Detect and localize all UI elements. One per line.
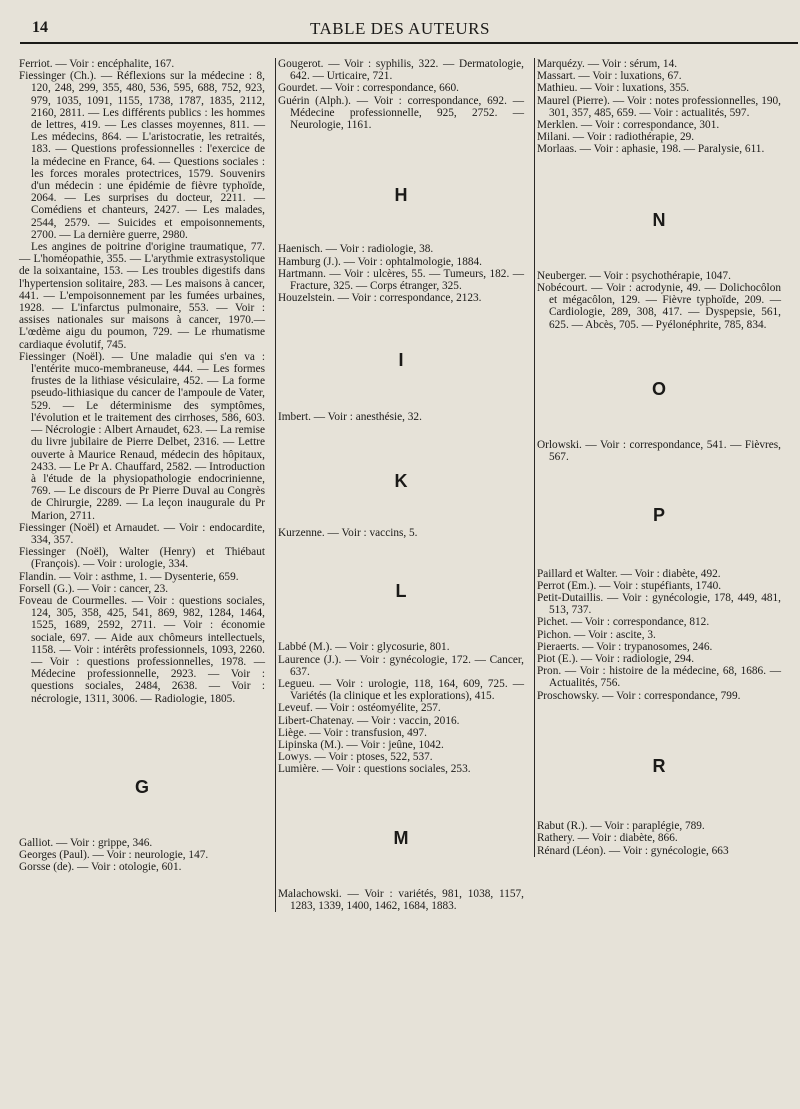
index-entry: Flandin. — Voir : asthme, 1. — Dysenterie, 659.	[19, 570, 239, 583]
index-entry: Lowys. — Voir : ptoses, 522, 537.	[278, 751, 433, 764]
index-entry: Orlowski. — Voir : correspondance, 541. — Fièvres, 567.	[537, 439, 781, 464]
index-entry: Mathieu. — Voir : luxations, 355.	[537, 82, 690, 95]
index-entry: Gorsse (de). — Voir : otologie, 601.	[19, 861, 182, 874]
page-number: 14	[32, 19, 48, 36]
index-entry: Hamburg (J.). — Voir : ophtalmologie, 1884.	[278, 255, 482, 268]
index-entry-continued: Les angines de poitrine d'origine traumatique, 77. — L'homéopathie, 355. — L'arythmie extrasystolique de la soixantaine, 153. — Les troubles digestifs dans l'hypertension solitaire, 283. — Les maisons à cancer, 441. — L'empoisonnement par les fumées urbaines, 1928. — L'infarctus pulmonaire, 553. — Voir : assises nationales sur maisons à cancer, 1970.— L'œdème aigu du poumon, 729. — Le rhumatisme cardiaque évolutif, 745.	[19, 241, 265, 351]
index-entry: Massart. — Voir : luxations, 67.	[537, 70, 682, 83]
index-entry: Fiessinger (Noël), Walter (Henry) et Thiébaut (François). — Voir : urologie, 334.	[19, 546, 265, 571]
index-entry: Haenisch. — Voir : radiologie, 38.	[278, 243, 434, 256]
index-entry: Petit-Dutaillis. — Voir : gynécologie, 178, 449, 481, 513, 737.	[537, 592, 781, 617]
section-letter-m: M	[393, 827, 409, 848]
index-entry: Paillard et Walter. — Voir : diabète, 492.	[537, 567, 721, 580]
index-entry: Liège. — Voir : transfusion, 497.	[278, 726, 427, 739]
column-3	[534, 58, 781, 857]
index-entry: Kurzenne. — Voir : vaccins, 5.	[278, 527, 418, 540]
index-entry: Rabut (R.). — Voir : paraplégie, 789.	[537, 820, 705, 833]
index-entry: Proschowsky. — Voir : correspondance, 799.	[537, 689, 741, 702]
index-entry: Legueu. — Voir : urologie, 118, 164, 609, 725. — Variétés (la clinique et les explorations), 415.	[278, 678, 524, 703]
index-entry: Milani. — Voir : radiothérapie, 29.	[537, 131, 695, 144]
section-letter-g: G	[134, 776, 149, 797]
index-entry: Ferriot. — Voir : encéphalite, 167.	[19, 58, 175, 70]
index-entry: Labbé (M.). — Voir : glycosurie, 801.	[278, 641, 450, 654]
index-entry: Malachowski. — Voir : variétés, 981, 1038, 1157, 1283, 1339, 1400, 1462, 1684, 1883.	[278, 887, 524, 913]
index-entry: Piot (E.). — Voir : radiologie, 294.	[537, 653, 695, 666]
index-entry: Pichet. — Voir : correspondance, 812.	[537, 616, 710, 629]
index-entry: Hartmann. — Voir : ulcères, 55. — Tumeurs, 182. — Fracture, 325. — Corps étranger, 325.	[278, 267, 524, 293]
index-entry: Galliot. — Voir : grippe, 346.	[19, 836, 153, 849]
index-entry: Gourdet. — Voir : correspondance, 660.	[278, 82, 459, 95]
index-entry: Foveau de Courmelles. — Voir : questions sociales, 124, 305, 358, 425, 541, 869, 982, 1284, 1464, 1525, 1689, 2592, 2711. — Voir : économie sociale, 697. — Aide aux chômeurs intellectuels, 1158. — Voir : intérêts professionnels, 1093, 2260. — Voir : questions professionnelles, 1978. — Médecine professionnelle, 2923. — Voir : questions sociales, 2484, 2638. — Voir : nécrologie, 1311, 3006. — Radiologie, 1805.	[19, 594, 265, 705]
running-head: TABLE DES AUTEURS	[310, 19, 490, 38]
index-entry: Laurence (J.). — Voir : gynécologie, 172. — Cancer, 637.	[278, 653, 524, 678]
section-letter-r: R	[652, 755, 666, 776]
index-entry: Pichon. — Voir : ascite, 3.	[537, 628, 656, 641]
section-letter-h: H	[394, 185, 408, 206]
index-entry: Lipinska (M.). — Voir : jeûne, 1042.	[278, 739, 444, 752]
index-entry: Rénard (Léon). — Voir : gynécologie, 663	[537, 844, 729, 857]
index-entry: Guérin (Alph.). — Voir : correspondance, 692. — Médecine professionnelle, 925, 2752. — Neurologie, 1161.	[278, 94, 524, 132]
index-entry: Fiessinger (Noël) et Arnaudet. — Voir : endocardite, 334, 357.	[19, 521, 265, 546]
column-2	[275, 58, 524, 912]
index-entry: Gougerot. — Voir : syphilis, 322. — Dermatologie, 642. — Urticaire, 721.	[278, 58, 524, 83]
section-letter-k: K	[394, 470, 408, 491]
section-letter-l: L	[395, 581, 407, 602]
section-letter-n: N	[652, 209, 666, 230]
header-rule	[20, 42, 798, 44]
index-entry: Neuberger. — Voir : psychothérapie, 1047.	[537, 269, 731, 282]
section-letter-o: O	[651, 378, 666, 399]
index-entry: Marquézy. — Voir : sérum, 14.	[537, 58, 678, 70]
index-entry: Maurel (Pierre). — Voir : notes professionnelles, 190, 301, 357, 485, 659. — Voir : actualités, 597.	[537, 94, 781, 119]
index-entry: Merklen. — Voir : correspondance, 301.	[537, 119, 720, 132]
index-entry: Houzelstein. — Voir : correspondance, 2123.	[278, 292, 482, 305]
index-entry: Pieraerts. — Voir : trypanosomes, 246.	[537, 640, 713, 653]
column-1	[19, 58, 265, 874]
index-entry: Rathery. — Voir : diabète, 866.	[537, 832, 678, 845]
index-entry: Imbert. — Voir : anesthésie, 32.	[278, 410, 422, 423]
section-letter-p: P	[652, 505, 665, 526]
index-entry: Libert-Chatenay. — Voir : vaccin, 2016.	[278, 714, 460, 727]
index-entry: Leveuf. — Voir : ostéomyélite, 257.	[278, 702, 441, 715]
index-entry: Pron. — Voir : histoire de la médecine, 68, 1686. — Actualités, 756.	[537, 665, 781, 690]
index-entry: Georges (Paul). — Voir : neurologie, 147.	[19, 849, 209, 862]
index-entry: Perrot (Em.). — Voir : stupéfiants, 1740.	[537, 579, 722, 592]
index-entry: Fiessinger (Noël). — Une maladie qui s'en va : l'entérite muco-membraneuse, 444. — Les formes frustes de la lithiase vésiculaire, 452. — La forme pseudo-lithiasique du cancer de l'ampoule de Vater, 529. — Le déterminisme des symptômes, l'évolution et le traitement des cirrhoses, 586, 603. — Nécrologie : Albert Arnaudet, 623. — La remise du livre jubilaire de Pierre Delbet, 2316. — Lettre ouverte à Maurice Renaud, médecin des hôpitaux, 2433. — Le Pr A. Chauffard, 2582. — Introduction à l'étude de la physiopathologie endocrinienne, 769. — Le discours de Pr Pierre Duval au Congrès de Chirurgie, 2289. — La leçon inaugurale du Pr Marion, 2711.	[19, 350, 265, 522]
index-entry: Lumière. — Voir : questions sociales, 253.	[278, 763, 471, 776]
index-entry: Morlaas. — Voir : aphasie, 198. — Paralysie, 611.	[537, 143, 765, 156]
index-entry: Nobécourt. — Voir : acrodynie, 49. — Dolichocôlon et mégacôlon, 129. — Fièvre typhoïde, 209. — Cardiologie, 289, 308, 417. — Dyspepsie, 561, 625. — Abcès, 705. — Pyélonéphrite, 785, 834.	[537, 282, 781, 331]
index-entry: Forsell (G.). — Voir : cancer, 23.	[19, 582, 169, 595]
section-letter-i: I	[398, 350, 404, 371]
index-entry: Fiessinger (Ch.). — Réflexions sur la médecine : 8, 120, 248, 299, 355, 480, 536, 595, 688, 752, 923, 979, 1035, 1091, 1155, 1738, 1787, 1835, 2112, 2160, 2811. — Les différents publics : les hommes de lettres, 419. — Les classes moyennes, 811. — Les médecins, 864. — L'aristocratie, les retraités, 183. — Questions professionnelles : l'exercice de la médecine en France, 64. — Questions sociales : les forces morales protectrices, 1579. Souvenirs d'un médecin : une épidémie de fièvre typhoïde, 2064. — Les surprises du docteur, 2211. — Comédiens et chanteurs, 2427. — Les malades, 2544, 2579. — Suicides et empoisonnements, 2700. — La dernière guerre, 2980.	[19, 70, 265, 241]
